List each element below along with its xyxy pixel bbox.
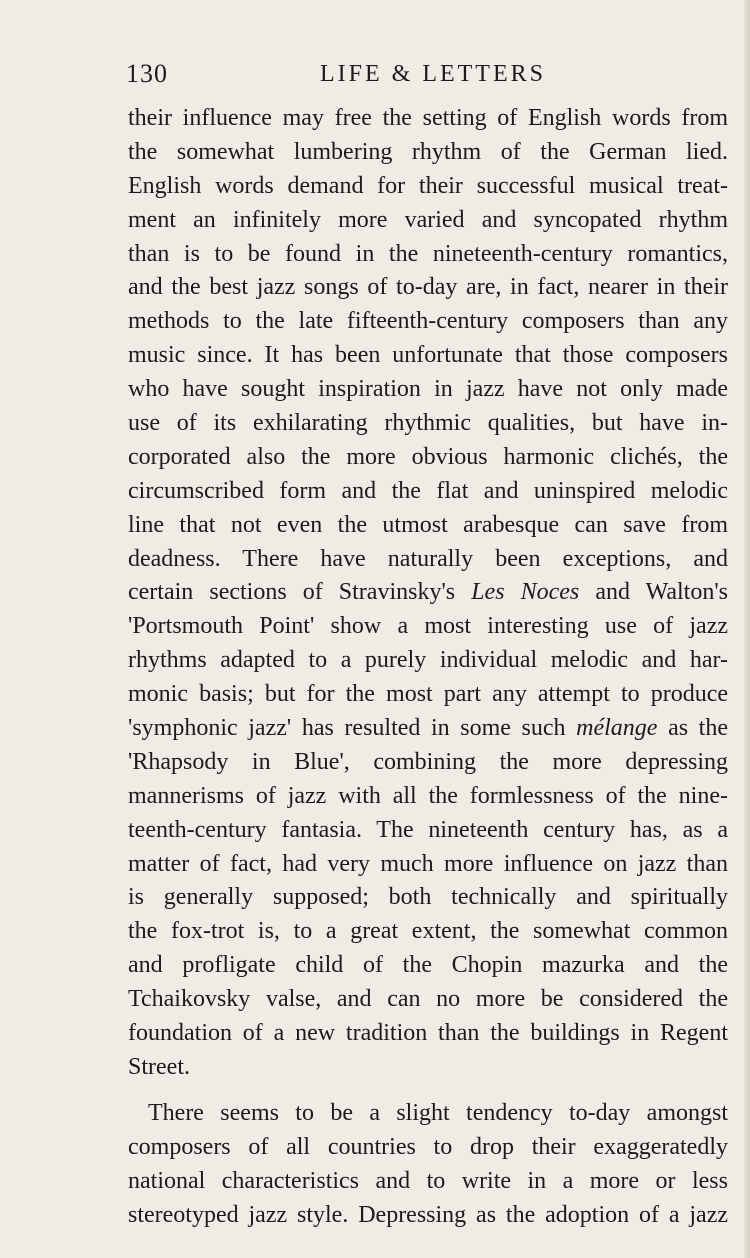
text-segment: and Walton's	[579, 579, 728, 606]
text-line: matter of fact, had very much more influence on jazz than	[128, 850, 728, 877]
text-line: mannerisms of jazz with all the formlessness of the nine-	[128, 782, 728, 809]
text-line: methods to the late fifteenth-century composers than any	[128, 308, 728, 335]
body-text	[128, 102, 728, 1232]
paragraph-1	[128, 102, 728, 1085]
text-line: the somewhat lumbering rhythm of the German lied.	[128, 138, 728, 165]
text-line: corporated also the more obvious harmonic clichés, the	[128, 443, 728, 470]
text-line: deadness. There have naturally been exceptions, and	[128, 545, 728, 572]
text-line: Tchaikovsky valse, and can no more be considered the	[128, 986, 728, 1013]
text-line: is generally supposed; both technically and spiritually	[128, 884, 728, 911]
text-segment: 'symphonic jazz' has resulted in some such	[128, 715, 577, 742]
text-line: their influence may free the setting of English words from	[128, 105, 728, 131]
page-edge	[744, 0, 750, 1258]
text-line: monic basis; but for the most part any attempt to produce	[128, 681, 728, 708]
text-line: and profligate child of the Chopin mazurka and the	[128, 952, 728, 979]
text-line: national characteristics and to write in a more or less	[128, 1167, 728, 1194]
text-line: stereotyped jazz style. Depressing as the adoption of a jazz	[128, 1201, 728, 1228]
text-line: use of its exhilarating rhythmic qualities, but have in-	[128, 410, 728, 437]
text-line: There seems to be a slight tendency to-day amongst	[148, 1099, 728, 1126]
text-line: than is to be found in the nineteenth-century romantics,	[128, 240, 728, 267]
text-line: rhythms adapted to a purely individual melodic and har-	[128, 647, 728, 674]
text-line: ment an infinitely more varied and syncopated rhythm	[128, 206, 728, 233]
paragraph-gap	[128, 1085, 728, 1097]
text-line	[128, 712, 728, 746]
text-line: foundation of a new tradition than the buildings in Regent	[128, 1020, 728, 1047]
italic-term-melange: mélange	[576, 715, 658, 742]
text-segment: certain sections of Stravinsky's	[128, 579, 472, 606]
text-line: who have sought inspiration in jazz have not only made	[128, 376, 728, 403]
text-line: the fox-trot is, to a great extent, the somewhat common	[128, 918, 728, 945]
text-line: 'Rhapsody in Blue', combining the more depressing	[128, 748, 728, 775]
text-line: composers of all countries to drop their exaggeratedly	[128, 1133, 728, 1160]
page-number: 130	[126, 59, 168, 88]
text-line: line that not even the utmost arabesque can save from	[128, 511, 728, 538]
work-title-les-noces: Les Noces	[471, 579, 580, 606]
text-line: music since. It has been unfortunate that those composers	[128, 342, 728, 369]
text-line: 'Portsmouth Point' show a most interesting use of jazz	[128, 613, 728, 640]
page-header	[126, 56, 726, 92]
running-head: LIFE & LETTERS	[320, 61, 546, 87]
text-segment: as the	[657, 715, 728, 742]
paragraph-2	[128, 1097, 728, 1233]
text-line: Street.	[128, 1053, 190, 1080]
text-line: circumscribed form and the flat and uninspired melodic	[128, 477, 728, 504]
text-line: teenth-century fantasia. The nineteenth century has, as a	[128, 816, 728, 843]
text-line	[128, 576, 728, 610]
text-line: English words demand for their successful musical treat-	[128, 172, 728, 199]
text-line: and the best jazz songs of to-day are, in fact, nearer in their	[128, 274, 728, 301]
